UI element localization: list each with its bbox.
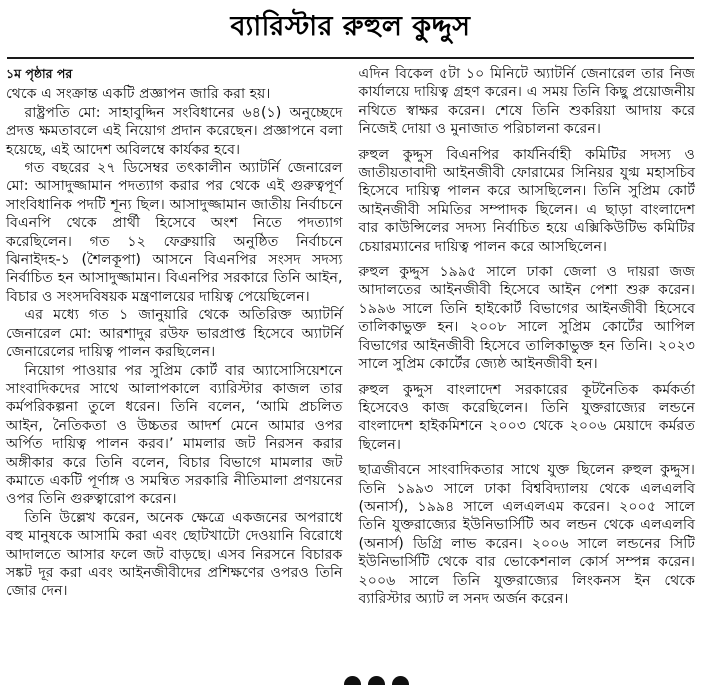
paragraph: থেকে এ সংক্রান্ত একটি প্রজ্ঞাপন জারি করা হয়। (6, 86, 271, 103)
paragraph: এর মধ্যে গত ১ জানুয়ারি থেকে অতিরিক্ত অ্যাটর্নি জেনারেল মো: আরশাদুর রউফ ভারপ্রাপ্ত হিসেবে অ্যাটর্নি জেনারেলের দায়িত্ব পালন করছিলেন। (6, 307, 343, 361)
right-column (359, 65, 696, 608)
paragraph: রুহুল কুদ্দুস বিএনপির কার্যনির্বাহী কমিটির সদস্য ও জাতীয়তাবাদী আইনজীবী ফোরামের সিনিয়র যুগ্ম মহাসচিব হিসেবে দায়িত্ব পালন করে আসছিলেন। তিনি সুপ্রিম কোর্ট আইনজীবী সমিতির সম্পাদক ছিলেন। এ ছাড়া বাংলাদেশ বার কাউন্সিলের সদস্য নির্বাচিত হয়ে এক্সিকিউটিভ কমিটির চেয়ারম্যানের দায়িত্ব পালন করে আসছিলেন। (358, 146, 695, 255)
paragraph: রুহুল কুদ্দুস বাংলাদেশ সরকারের কূটনৈতিক কর্মকর্তা হিসেবেও কাজ করেছিলেন। তিনি যুক্তরাজ্যের লন্ডনে বাংলাদেশ হাইকমিশনে ২০০৩ থেকে ২০০৬ মেয়াদে কর্মরত ছিলেন। (358, 381, 695, 453)
paragraph: রাষ্ট্রপতি মো: সাহাবুদ্দিন সংবিধানের ৬৪(১) অনুচ্ছেদে প্রদত্ত ক্ষমতাবলে এই নিয়োগ প্রদান করেছেন। প্রজ্ঞাপনে বলা হয়েছে, এই আদেশ অবিলম্বে কার্যকর হবে। (6, 104, 343, 158)
cutoff-glyph (368, 676, 385, 685)
paragraph: গত বছরের ২৭ ডিসেম্বর তৎকালীন অ্যাটর্নি জেনারেল মো: আসাদুজ্জামান পদত্যাগ করার পর থেকে এই গুরুত্বপূর্ণ সাংবিধানিক পদটি শূন্য ছিল। আসাদুজ্জামান জাতীয় নির্বাচনে বিএনপি থেকে প্রার্থী হিসেবে অংশ নিতে পদত্যাগ করেছিলেন। গত ১২ ফেব্রুয়ারি অনুষ্ঠিত নির্বাচনে ঝিনাইদহ-১ (শৈলকূপা) আসনে বিএনপির সংসদ সদস্য নির্বাচিত হন আসাদুজ্জামান। বিএনপির সরকারে তিনি আইন, বিচার ও সংসদবিষয়ক মন্ত্রণালয়ের দায়িত্ব পেয়েছিলেন। (6, 160, 343, 305)
paragraph: এদিন বিকেল ৫টা ১০ মিনিটে অ্যাটর্নি জেনারেল তার নিজ কার্যালয়ে দায়িত্ব গ্রহণ করেন। এ সময় তিনি কিছু প্রয়োজনীয় নথিতে স্বাক্ষর করেন। শেষে তিনি শুকরিয়া আদায় করে নিজেই দোয়া ও মুনাজাত পরিচালনা করেন। (358, 66, 695, 138)
continuation-label: ১ম পৃষ্ঠার পর (6, 66, 73, 81)
cutoff-glyph (392, 676, 409, 685)
paragraph: নিয়োগ পাওয়ার পর সুপ্রিম কোর্ট বার অ্যাসোসিয়েশনে সাংবাদিকদের সাথে আলাপকালে ব্যারিস্টার কাজল তার কর্মপরিকল্পনা তুলে ধরেন। তিনি বলেন, ‘আমি প্রচলিত আইন, নৈতিকতা ও উচ্চতর আদর্শ মেনে আমার ওপর অর্পিত দায়িত্ব পালন করব।’ মামলার জট নিরসন করার অঙ্গীকার করে তিনি বলেন, বিচার বিভাগে মামলার জট কমাতে একটি পূর্ণাঙ্গ ও সমন্বিত সরকারি নীতিমালা প্রণয়নের ওপর তিনি গুরুত্বারোপ করেন। (6, 362, 343, 508)
paragraph: রুহুল কুদ্দুস ১৯৯৫ সালে ঢাকা জেলা ও দায়রা জজ আদালতের আইনজীবী হিসেবে আইন পেশা শুরু করেন। ১৯৯৬ সালে তিনি হাইকোর্ট বিভাগের আইনজীবী হিসেবে তালিকাভুক্ত হন। ২০০৮ সালে সুপ্রিম কোর্টের আপিল বিভাগের আইনজীবী হিসেবে তালিকাভুক্ত হন তিনি। ২০২৩ সালে সুপ্রিম কোর্টের জ্যেষ্ঠ আইনজীবী হন। (358, 264, 695, 373)
next-headline-partial (344, 676, 434, 685)
paragraph: ছাত্রজীবনে সাংবাদিকতার সাথে যুক্ত ছিলেন রুহুল কুদ্দুস। তিনি ১৯৯৩ সালে ঢাকা বিশ্ববিদ্যালয় থেকে এলএলবি (অনার্স), ১৯৯৪ সালে এলএলএম করেন। ২০০৫ সালে তিনি যুক্তরাজ্যের ইউনিভার্সিটি অব লন্ডন থেকে এলএলবি (অনার্স) ডিগ্রি লাভ করেন। ২০০৬ সালে লন্ডনের সিটি ইউনিভার্সিটি থেকে বার ভোকেশনাল কোর্স সম্পন্ন করেন। ২০০৬ সালে তিনি যুক্তরাজ্যের লিংকনস ইন থেকে ব্যারিস্টার অ্যাট ল সনদ অর্জন করেন। (358, 462, 695, 607)
left-column (6, 65, 343, 608)
article-headline: ব্যারিস্টার রুহুল কুদ্দুস (230, 11, 471, 42)
article-body (6, 65, 695, 608)
paragraph: তিনি উল্লেখ করেন, অনেক ক্ষেত্রে একজনের অপরাধে বহু মানুষকে আসামি করা এবং ছোটখাটো দেওয়ানি বিরোধে আদালতে আসার ফলে জট বাড়ছে। এসব নিরসনে বিচারক সঙ্কট দূর করা এবং আইনজীবীদের প্রশিক্ষণের ওপরও তিনি জোর দেন। (6, 509, 343, 600)
headline-divider (7, 57, 694, 59)
cutoff-glyph (344, 676, 361, 685)
